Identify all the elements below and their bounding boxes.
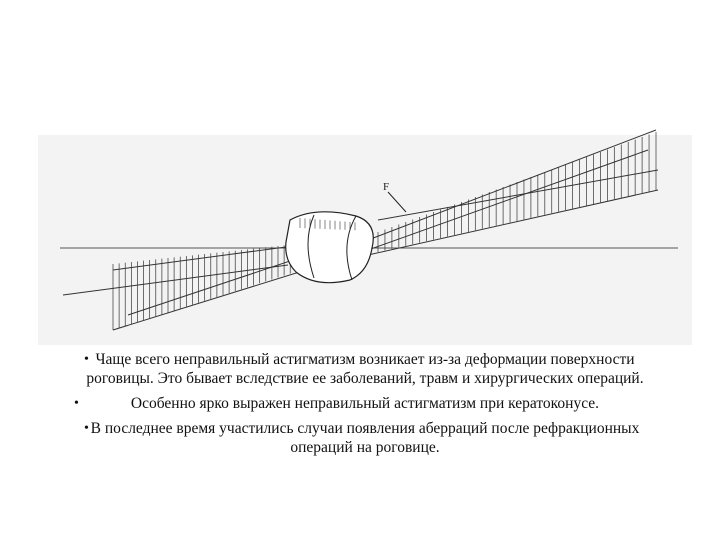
bullet-icon: • xyxy=(74,396,79,411)
list-item-text: Чаще всего неправильный астигматизм возникает из-за деформации поверхности роговицы. Это бывает вследствие ее заболеваний, травм и хирургических операций. xyxy=(86,351,644,387)
astigmatism-figure xyxy=(38,120,692,345)
lens-icon xyxy=(286,212,374,283)
list-item xyxy=(70,350,660,388)
bullet-list xyxy=(70,350,660,463)
list-item xyxy=(70,394,660,413)
list-item-text: В последнее время участились случаи появления аберраций после рефракционных операций на роговице. xyxy=(90,420,640,456)
list-item-text: Особенно ярко выражен неправильный астигматизм при кератоконусе. xyxy=(130,395,600,412)
bullet-icon: • xyxy=(84,352,89,367)
ray-diagram-svg xyxy=(38,120,692,345)
list-item xyxy=(70,419,660,457)
bullet-icon: • xyxy=(84,421,89,436)
figure-label: F xyxy=(383,181,390,193)
